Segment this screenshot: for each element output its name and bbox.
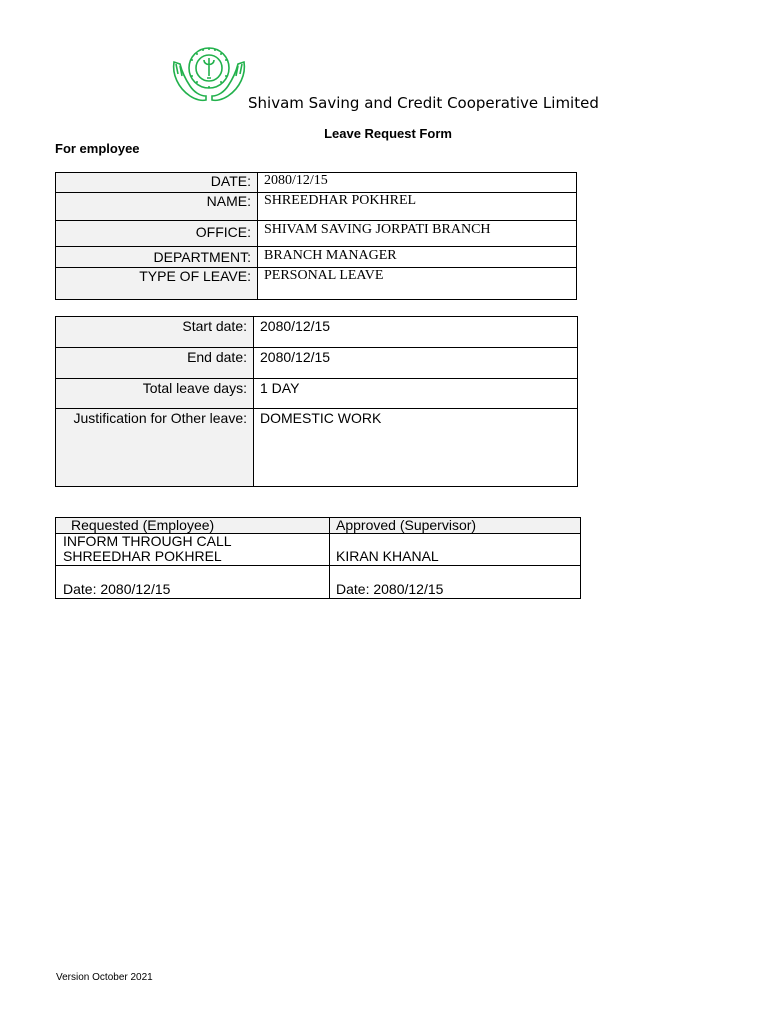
approved-date: Date: 2080/12/15 <box>330 566 581 599</box>
section-label: For employee <box>55 141 140 156</box>
signature-table <box>55 517 581 599</box>
table-row <box>56 268 577 300</box>
total-days-label: Total leave days: <box>56 379 254 409</box>
department-value: BRANCH MANAGER <box>258 247 577 268</box>
justification-value: DOMESTIC WORK <box>254 409 578 487</box>
table-row <box>56 409 578 487</box>
company-name: Shivam Saving and Credit Cooperative Limited <box>248 94 599 112</box>
approved-cell <box>330 534 581 566</box>
table-row <box>56 348 578 379</box>
end-date-label: End date: <box>56 348 254 379</box>
table-row <box>56 317 578 348</box>
leave-type-label: TYPE OF LEAVE: <box>56 268 258 300</box>
date-label: DATE: <box>56 173 258 193</box>
table-row <box>56 247 577 268</box>
table-row <box>56 379 578 409</box>
office-value: SHIVAM SAVING JORPATI BRANCH <box>258 221 577 247</box>
name-label: NAME: <box>56 193 258 221</box>
start-date-label: Start date: <box>56 317 254 348</box>
date-value: 2080/12/15 <box>258 173 577 193</box>
table-row <box>56 173 577 193</box>
form-title: Leave Request Form <box>324 126 452 141</box>
requested-date: Date: 2080/12/15 <box>56 566 330 599</box>
table-row <box>56 534 581 566</box>
total-days-value: 1 DAY <box>254 379 578 409</box>
table-row <box>56 566 581 599</box>
table-row <box>56 221 577 247</box>
approved-header: Approved (Supervisor) <box>330 518 581 534</box>
requested-header: Requested (Employee) <box>56 518 330 534</box>
approved-name: KIRAN KHANAL <box>336 548 439 564</box>
version-footer: Version October 2021 <box>56 972 153 983</box>
leave-type-value: PERSONAL LEAVE <box>258 268 577 300</box>
office-label: OFFICE: <box>56 221 258 247</box>
department-label: DEPARTMENT: <box>56 247 258 268</box>
justification-label: Justification for Other leave: <box>56 409 254 487</box>
start-date-value: 2080/12/15 <box>254 317 578 348</box>
end-date-value: 2080/12/15 <box>254 348 578 379</box>
name-value: SHREEDHAR POKHREL <box>258 193 577 221</box>
cooperative-logo <box>170 44 248 106</box>
employee-info-table <box>55 172 577 300</box>
requested-cell <box>56 534 330 566</box>
requested-note: INFORM THROUGH CALL <box>63 533 232 549</box>
requested-name: SHREEDHAR POKHREL <box>63 548 222 564</box>
leave-details-table <box>55 316 578 487</box>
table-row <box>56 193 577 221</box>
table-row <box>56 518 581 534</box>
